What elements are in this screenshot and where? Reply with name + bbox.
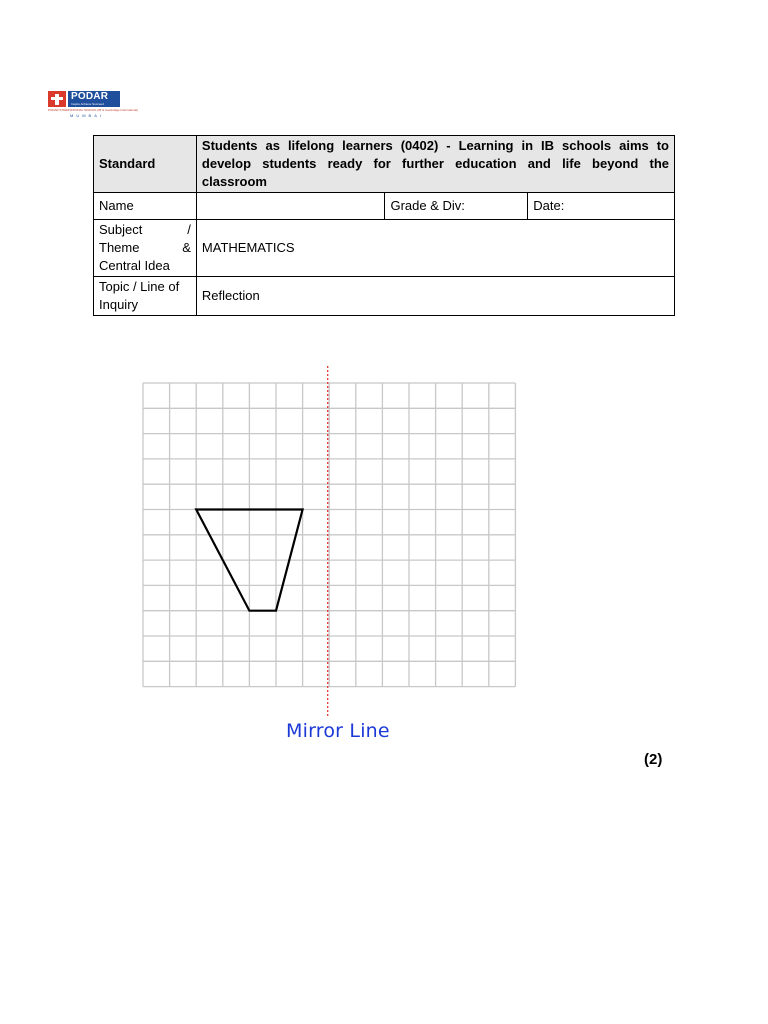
standard-label: Standard: [94, 136, 197, 193]
marks-label: (2): [644, 751, 663, 768]
subject-label: Subject / Theme & Central Idea: [94, 220, 197, 277]
topic-value: Reflection: [196, 277, 674, 316]
logo-tagline: Inspire Achieve Succeed: [71, 102, 104, 106]
logo-wordmark: [68, 91, 120, 107]
name-label: Name: [94, 193, 197, 220]
date-field[interactable]: Date:: [528, 193, 675, 220]
trapezium-shape: [196, 510, 302, 611]
logo-name: PODAR: [71, 91, 109, 102]
worksheet-info-table: [93, 135, 675, 316]
grade-field[interactable]: Grade & Div:: [385, 193, 528, 220]
standard-row: [94, 136, 675, 193]
name-row: [94, 193, 675, 220]
school-logo: [48, 90, 138, 120]
standard-value: Students as lifelong learners (0402) - Learning in IB schools aims to develop students ready for further education and life beyond the classroom: [196, 136, 674, 193]
subject-value: MATHEMATICS: [196, 220, 674, 277]
subject-row: [94, 220, 675, 277]
podar-emblem-icon: [48, 91, 66, 107]
mirror-line-label: Mirror Line: [286, 720, 390, 742]
topic-label: Topic / Line of Inquiry: [94, 277, 197, 316]
logo-subtitle: PODAR INTERNATIONAL SCHOOL (IB & Cambridge International): [48, 108, 138, 112]
grid: [143, 383, 515, 687]
topic-row: [94, 277, 675, 316]
logo-city: MUMBAI: [70, 113, 104, 118]
name-field[interactable]: [196, 193, 385, 220]
